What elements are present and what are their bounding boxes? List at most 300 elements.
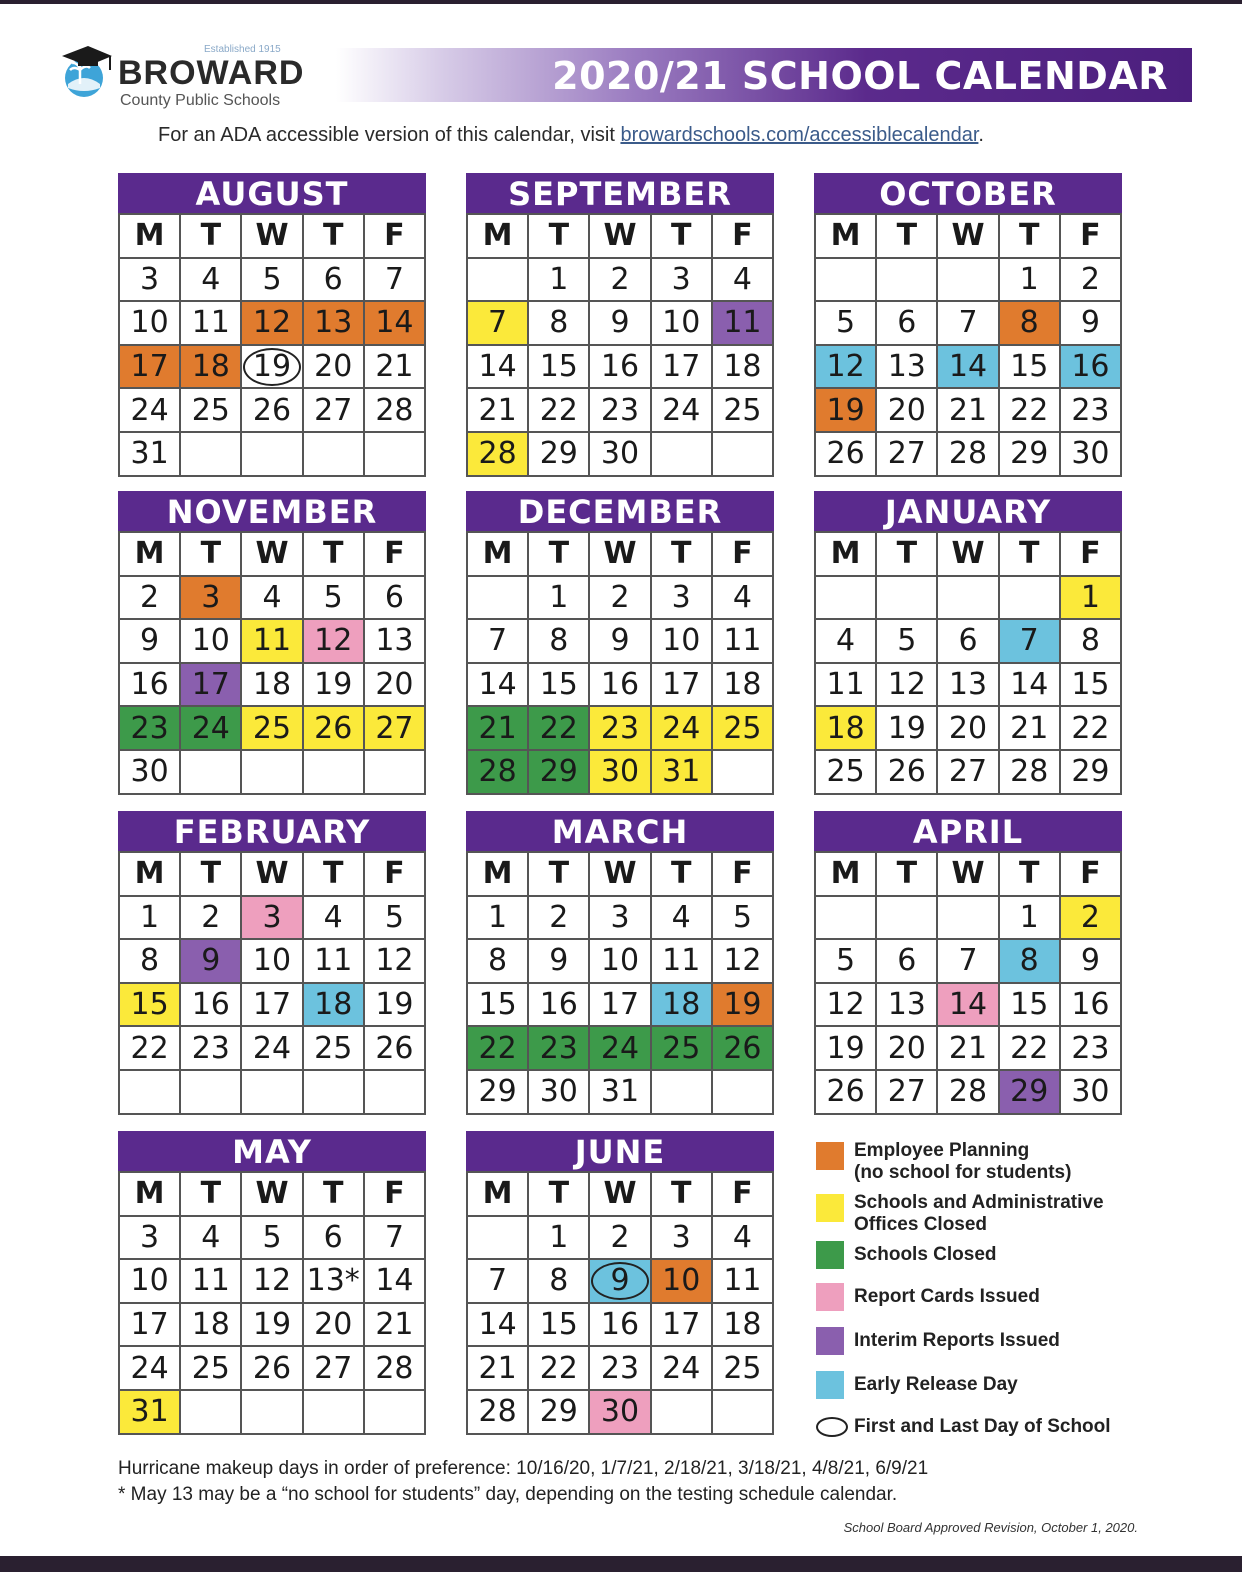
day-cell: [713, 577, 774, 621]
weekday-label: W: [242, 215, 303, 259]
day-number: 17: [252, 987, 292, 1023]
day-cell: [304, 1304, 365, 1348]
day-number: 28: [478, 754, 517, 790]
month-grid: [466, 1171, 774, 1435]
day-cell: [590, 897, 651, 941]
day-cell: [529, 751, 590, 795]
day-number: 19: [252, 1307, 292, 1343]
day-cell: [304, 707, 365, 751]
day-number: 5: [384, 899, 404, 935]
day-cell: [877, 664, 938, 708]
day-number: 29: [478, 1074, 517, 1110]
day-cell: [1061, 302, 1122, 346]
day-number: 25: [723, 710, 762, 746]
day-number: 27: [948, 754, 988, 790]
day-cell: [120, 389, 181, 433]
day-cell: [529, 1260, 590, 1304]
ada-text: For an ADA accessible version of this calendar, visit: [158, 124, 621, 146]
day-number: 25: [252, 710, 292, 746]
day-number: 26: [826, 436, 865, 472]
day-cell: [590, 1304, 651, 1348]
legend-swatch-pink: [816, 1283, 844, 1311]
day-cell: [1061, 897, 1122, 941]
day-number: 28: [478, 436, 517, 472]
month-grid: [814, 531, 1122, 795]
hurricane-note: Hurricane makeup days in order of preference: 10/16/20, 1/7/21, 2/18/21, 3/18/21, 4/8/21, 6/9/21: [118, 1458, 929, 1479]
day-number: 1: [549, 1219, 569, 1255]
day-cell: [468, 984, 529, 1028]
legend-item: [816, 1416, 1111, 1438]
day-number: 4: [836, 623, 856, 659]
weekday-label: T: [1000, 533, 1061, 577]
week-row: [120, 389, 426, 433]
day-number: 1: [549, 261, 569, 297]
day-number: 12: [887, 667, 926, 703]
week-row: [816, 346, 1122, 390]
day-cell: [181, 664, 242, 708]
day-number: 10: [130, 305, 169, 341]
day-cell: [529, 1391, 590, 1435]
weekday-label: T: [652, 1173, 713, 1217]
day-number: 12: [723, 943, 762, 979]
day-cell: [529, 1027, 590, 1071]
day-cell: [877, 302, 938, 346]
weekday-label: T: [877, 533, 938, 577]
weekday-header-row: [120, 853, 426, 897]
day-cell: [468, 302, 529, 346]
day-number: 12: [375, 943, 414, 979]
day-number: 9: [549, 943, 569, 979]
week-row: [468, 302, 774, 346]
day-cell: [181, 707, 242, 751]
day-cell: [304, 577, 365, 621]
day-number: 1: [1019, 899, 1039, 935]
day-number: 8: [549, 305, 569, 341]
day-cell: [529, 1304, 590, 1348]
day-cell: [468, 707, 529, 751]
empty-day-cell: [242, 433, 303, 477]
day-cell: [1000, 1027, 1061, 1071]
day-number: 5: [836, 943, 856, 979]
day-cell: [365, 984, 426, 1028]
empty-day-cell: [1000, 577, 1061, 621]
ada-link[interactable]: browardschools.com/accessiblecalendar: [620, 124, 979, 146]
week-row: [120, 984, 426, 1028]
day-number: 6: [897, 305, 917, 341]
month-title: JUNE: [466, 1131, 774, 1171]
day-cell: [304, 620, 365, 664]
day-number: 18: [662, 987, 701, 1023]
week-row: [468, 346, 774, 390]
day-number: 22: [1010, 392, 1049, 428]
day-cell: [468, 389, 529, 433]
day-cell: [181, 302, 242, 346]
week-row: [468, 259, 774, 303]
day-number: 20: [314, 349, 353, 385]
empty-day-cell: [713, 751, 774, 795]
day-cell: [365, 389, 426, 433]
day-number: 31: [600, 1074, 640, 1110]
day-cell: [938, 664, 999, 708]
empty-day-cell: [652, 433, 713, 477]
day-cell: [529, 707, 590, 751]
week-row: [816, 1071, 1122, 1115]
day-cell: [242, 389, 303, 433]
weekday-label: T: [181, 533, 242, 577]
day-cell: [242, 259, 303, 303]
day-number: 16: [130, 667, 169, 703]
week-row: [816, 620, 1122, 664]
day-cell: [468, 620, 529, 664]
day-cell: [365, 897, 426, 941]
day-cell: [242, 1027, 303, 1071]
logo-name: BROWARD: [118, 54, 305, 92]
day-cell: [590, 940, 651, 984]
legend-item: [816, 1244, 997, 1266]
legend-label: Schools Closed: [854, 1244, 997, 1265]
day-number: 24: [130, 392, 169, 428]
day-cell: [365, 664, 426, 708]
day-cell: [1061, 707, 1122, 751]
weekday-label: T: [1000, 215, 1061, 259]
day-number: 15: [1010, 987, 1049, 1023]
day-cell: [181, 620, 242, 664]
day-cell: [1000, 620, 1061, 664]
week-row: [468, 897, 774, 941]
day-number: 17: [662, 1307, 701, 1343]
day-number: 23: [191, 1030, 230, 1066]
day-number: 12: [826, 987, 865, 1023]
day-cell: [1000, 302, 1061, 346]
weekday-label: F: [713, 1173, 774, 1217]
empty-day-cell: [365, 433, 426, 477]
day-cell: [713, 1347, 774, 1391]
day-number: 24: [600, 1030, 640, 1066]
day-cell: [590, 433, 651, 477]
day-number: 30: [600, 436, 640, 472]
day-number: 16: [1071, 987, 1110, 1023]
day-cell: [365, 577, 426, 621]
day-cell: [120, 302, 181, 346]
day-cell: [1000, 664, 1061, 708]
day-number: 8: [1019, 943, 1039, 979]
day-number: 29: [1071, 754, 1110, 790]
day-number: 26: [826, 1074, 865, 1110]
day-number: 4: [732, 1219, 752, 1255]
day-number: 16: [600, 349, 640, 385]
day-number: 1: [549, 579, 569, 615]
day-number: 3: [140, 261, 160, 297]
day-cell: [365, 1304, 426, 1348]
weekday-label: F: [713, 215, 774, 259]
weekday-label: W: [242, 533, 303, 577]
weekday-header-row: [468, 215, 774, 259]
day-number: 15: [1010, 349, 1049, 385]
week-row: [120, 664, 426, 708]
day-number: 18: [252, 667, 292, 703]
day-cell: [877, 346, 938, 390]
day-number: 2: [610, 579, 630, 615]
day-number: 24: [191, 710, 230, 746]
day-number: 17: [130, 349, 169, 385]
day-number: 1: [140, 899, 160, 935]
day-number: 27: [314, 392, 353, 428]
weekday-label: W: [242, 853, 303, 897]
day-number: 11: [252, 623, 292, 659]
month-title: DECEMBER: [466, 491, 774, 531]
day-cell: [120, 1217, 181, 1261]
day-cell: [365, 1260, 426, 1304]
day-cell: [652, 940, 713, 984]
week-row: [816, 302, 1122, 346]
day-number: 28: [375, 392, 414, 428]
legend-swatch-blue: [816, 1371, 844, 1399]
day-cell: [1000, 940, 1061, 984]
day-number: 21: [1010, 710, 1049, 746]
day-cell: [877, 1071, 938, 1115]
weekday-label: T: [181, 1173, 242, 1217]
day-number: 1: [488, 899, 508, 935]
empty-day-cell: [304, 1071, 365, 1115]
day-number: 25: [826, 754, 865, 790]
day-number: 27: [314, 1350, 353, 1386]
day-number: 10: [600, 943, 640, 979]
week-row: [816, 664, 1122, 708]
day-number: 8: [549, 1263, 569, 1299]
day-cell: [652, 664, 713, 708]
day-number: 9: [140, 623, 160, 659]
day-number: 14: [478, 1307, 517, 1343]
empty-day-cell: [181, 1071, 242, 1115]
day-cell: [181, 940, 242, 984]
day-cell: [938, 940, 999, 984]
day-cell: [304, 389, 365, 433]
day-cell: [1061, 1027, 1122, 1071]
day-number: 20: [375, 667, 414, 703]
day-number: 23: [600, 710, 640, 746]
weekday-header-row: [816, 853, 1122, 897]
weekday-label: F: [1061, 853, 1122, 897]
day-number: 5: [897, 623, 917, 659]
bottom-border: [0, 1556, 1242, 1572]
day-number: 29: [539, 754, 578, 790]
day-cell: [304, 259, 365, 303]
day-cell: [938, 984, 999, 1028]
weekday-label: F: [365, 215, 426, 259]
day-number: 28: [1010, 754, 1049, 790]
day-number: 5: [262, 261, 282, 297]
day-cell: [242, 897, 303, 941]
weekday-header-row: [468, 533, 774, 577]
day-number: 22: [1071, 710, 1110, 746]
day-cell: [877, 433, 938, 477]
day-cell: [816, 389, 877, 433]
week-row: [816, 433, 1122, 477]
month-grid: [814, 851, 1122, 1115]
month-grid: [118, 531, 426, 795]
day-cell: [1061, 620, 1122, 664]
day-cell: [181, 1217, 242, 1261]
week-row: [120, 1027, 426, 1071]
day-number: 14: [375, 305, 414, 341]
day-number: 9: [1080, 305, 1100, 341]
day-cell: [529, 433, 590, 477]
day-number: 17: [130, 1307, 169, 1343]
day-number: 3: [671, 261, 691, 297]
day-cell: [365, 1347, 426, 1391]
day-cell: [590, 620, 651, 664]
month-title: APRIL: [814, 811, 1122, 851]
day-cell: [529, 664, 590, 708]
day-number: 25: [314, 1030, 353, 1066]
weekday-label: T: [529, 1173, 590, 1217]
day-number: 31: [130, 436, 169, 472]
day-cell: [365, 302, 426, 346]
month-august: [118, 173, 426, 477]
day-cell: [468, 897, 529, 941]
day-cell: [1000, 1071, 1061, 1115]
day-cell: [590, 1260, 651, 1304]
day-number: 19: [252, 349, 292, 385]
day-number: 23: [600, 1350, 640, 1386]
day-number: 20: [887, 392, 926, 428]
month-title: NOVEMBER: [118, 491, 426, 531]
day-number: 9: [201, 943, 221, 979]
day-number: 4: [201, 261, 221, 297]
day-cell: [652, 302, 713, 346]
day-cell: [713, 1260, 774, 1304]
day-number: 11: [662, 943, 701, 979]
day-number: 9: [610, 623, 630, 659]
day-cell: [468, 1071, 529, 1115]
day-number: 8: [549, 623, 569, 659]
day-cell: [181, 259, 242, 303]
day-cell: [1061, 389, 1122, 433]
week-row: [816, 897, 1122, 941]
day-cell: [468, 940, 529, 984]
week-row: [816, 1027, 1122, 1071]
day-cell: [713, 940, 774, 984]
empty-day-cell: [181, 433, 242, 477]
asterisk-note: * May 13 may be a “no school for students” day, depending on the testing schedule calendar.: [118, 1484, 898, 1505]
legend-item: [816, 1192, 1104, 1236]
week-row: [120, 259, 426, 303]
day-number: 8: [1080, 623, 1100, 659]
day-cell: [120, 707, 181, 751]
day-number: 6: [897, 943, 917, 979]
legend-oval-icon: [816, 1417, 848, 1437]
weekday-label: M: [468, 853, 529, 897]
day-cell: [652, 707, 713, 751]
day-number: 26: [375, 1030, 414, 1066]
day-number: 7: [1019, 623, 1039, 659]
day-number: 25: [191, 1350, 230, 1386]
established-label: Established 1915: [204, 44, 281, 55]
empty-day-cell: [468, 259, 529, 303]
day-cell: [816, 940, 877, 984]
day-number: 28: [948, 436, 988, 472]
day-number: 26: [723, 1030, 762, 1066]
weekday-header-row: [120, 1173, 426, 1217]
empty-day-cell: [877, 259, 938, 303]
week-row: [120, 1347, 426, 1391]
day-cell: [713, 984, 774, 1028]
day-cell: [590, 259, 651, 303]
day-number: 9: [1080, 943, 1100, 979]
day-number: 18: [723, 667, 762, 703]
day-number: 6: [323, 1219, 343, 1255]
month-grid: [118, 213, 426, 477]
weekday-label: M: [816, 215, 877, 259]
day-number: 3: [671, 1219, 691, 1255]
day-number: 21: [948, 1030, 988, 1066]
day-cell: [242, 1347, 303, 1391]
day-number: 30: [1071, 436, 1110, 472]
weekday-header-row: [120, 215, 426, 259]
day-number: 12: [252, 1263, 292, 1299]
day-number: 1: [1080, 579, 1100, 615]
day-cell: [652, 259, 713, 303]
weekday-label: T: [304, 533, 365, 577]
empty-day-cell: [713, 433, 774, 477]
day-number: 30: [1071, 1074, 1110, 1110]
day-cell: [120, 433, 181, 477]
day-cell: [816, 984, 877, 1028]
day-cell: [1000, 707, 1061, 751]
day-number: 11: [191, 1263, 230, 1299]
day-number: 23: [539, 1030, 578, 1066]
empty-day-cell: [938, 897, 999, 941]
day-number: 21: [478, 710, 517, 746]
day-cell: [877, 940, 938, 984]
day-cell: [816, 1071, 877, 1115]
day-cell: [652, 389, 713, 433]
day-cell: [120, 940, 181, 984]
weekday-label: F: [365, 1173, 426, 1217]
day-cell: [242, 984, 303, 1028]
day-number: 21: [375, 1307, 414, 1343]
day-number: 20: [948, 710, 988, 746]
day-cell: [529, 346, 590, 390]
day-cell: [877, 984, 938, 1028]
weekday-label: T: [529, 853, 590, 897]
day-number: 12: [252, 305, 292, 341]
day-number: 23: [1071, 392, 1110, 428]
weekday-label: T: [877, 853, 938, 897]
day-number: 2: [201, 899, 221, 935]
day-number: 28: [478, 1394, 517, 1430]
day-cell: [529, 984, 590, 1028]
day-number: 19: [314, 667, 353, 703]
day-cell: [181, 1347, 242, 1391]
day-number: 6: [958, 623, 978, 659]
day-number: 27: [887, 436, 926, 472]
day-cell: [304, 1347, 365, 1391]
week-row: [468, 1304, 774, 1348]
day-cell: [816, 620, 877, 664]
empty-day-cell: [304, 751, 365, 795]
day-number: 14: [478, 667, 517, 703]
day-cell: [529, 577, 590, 621]
day-number: 11: [826, 667, 865, 703]
day-number: 17: [191, 667, 230, 703]
day-cell: [1000, 389, 1061, 433]
day-number: 13: [887, 987, 926, 1023]
empty-day-cell: [877, 577, 938, 621]
day-number: 8: [140, 943, 160, 979]
weekday-label: W: [590, 215, 651, 259]
month-title: OCTOBER: [814, 173, 1122, 213]
